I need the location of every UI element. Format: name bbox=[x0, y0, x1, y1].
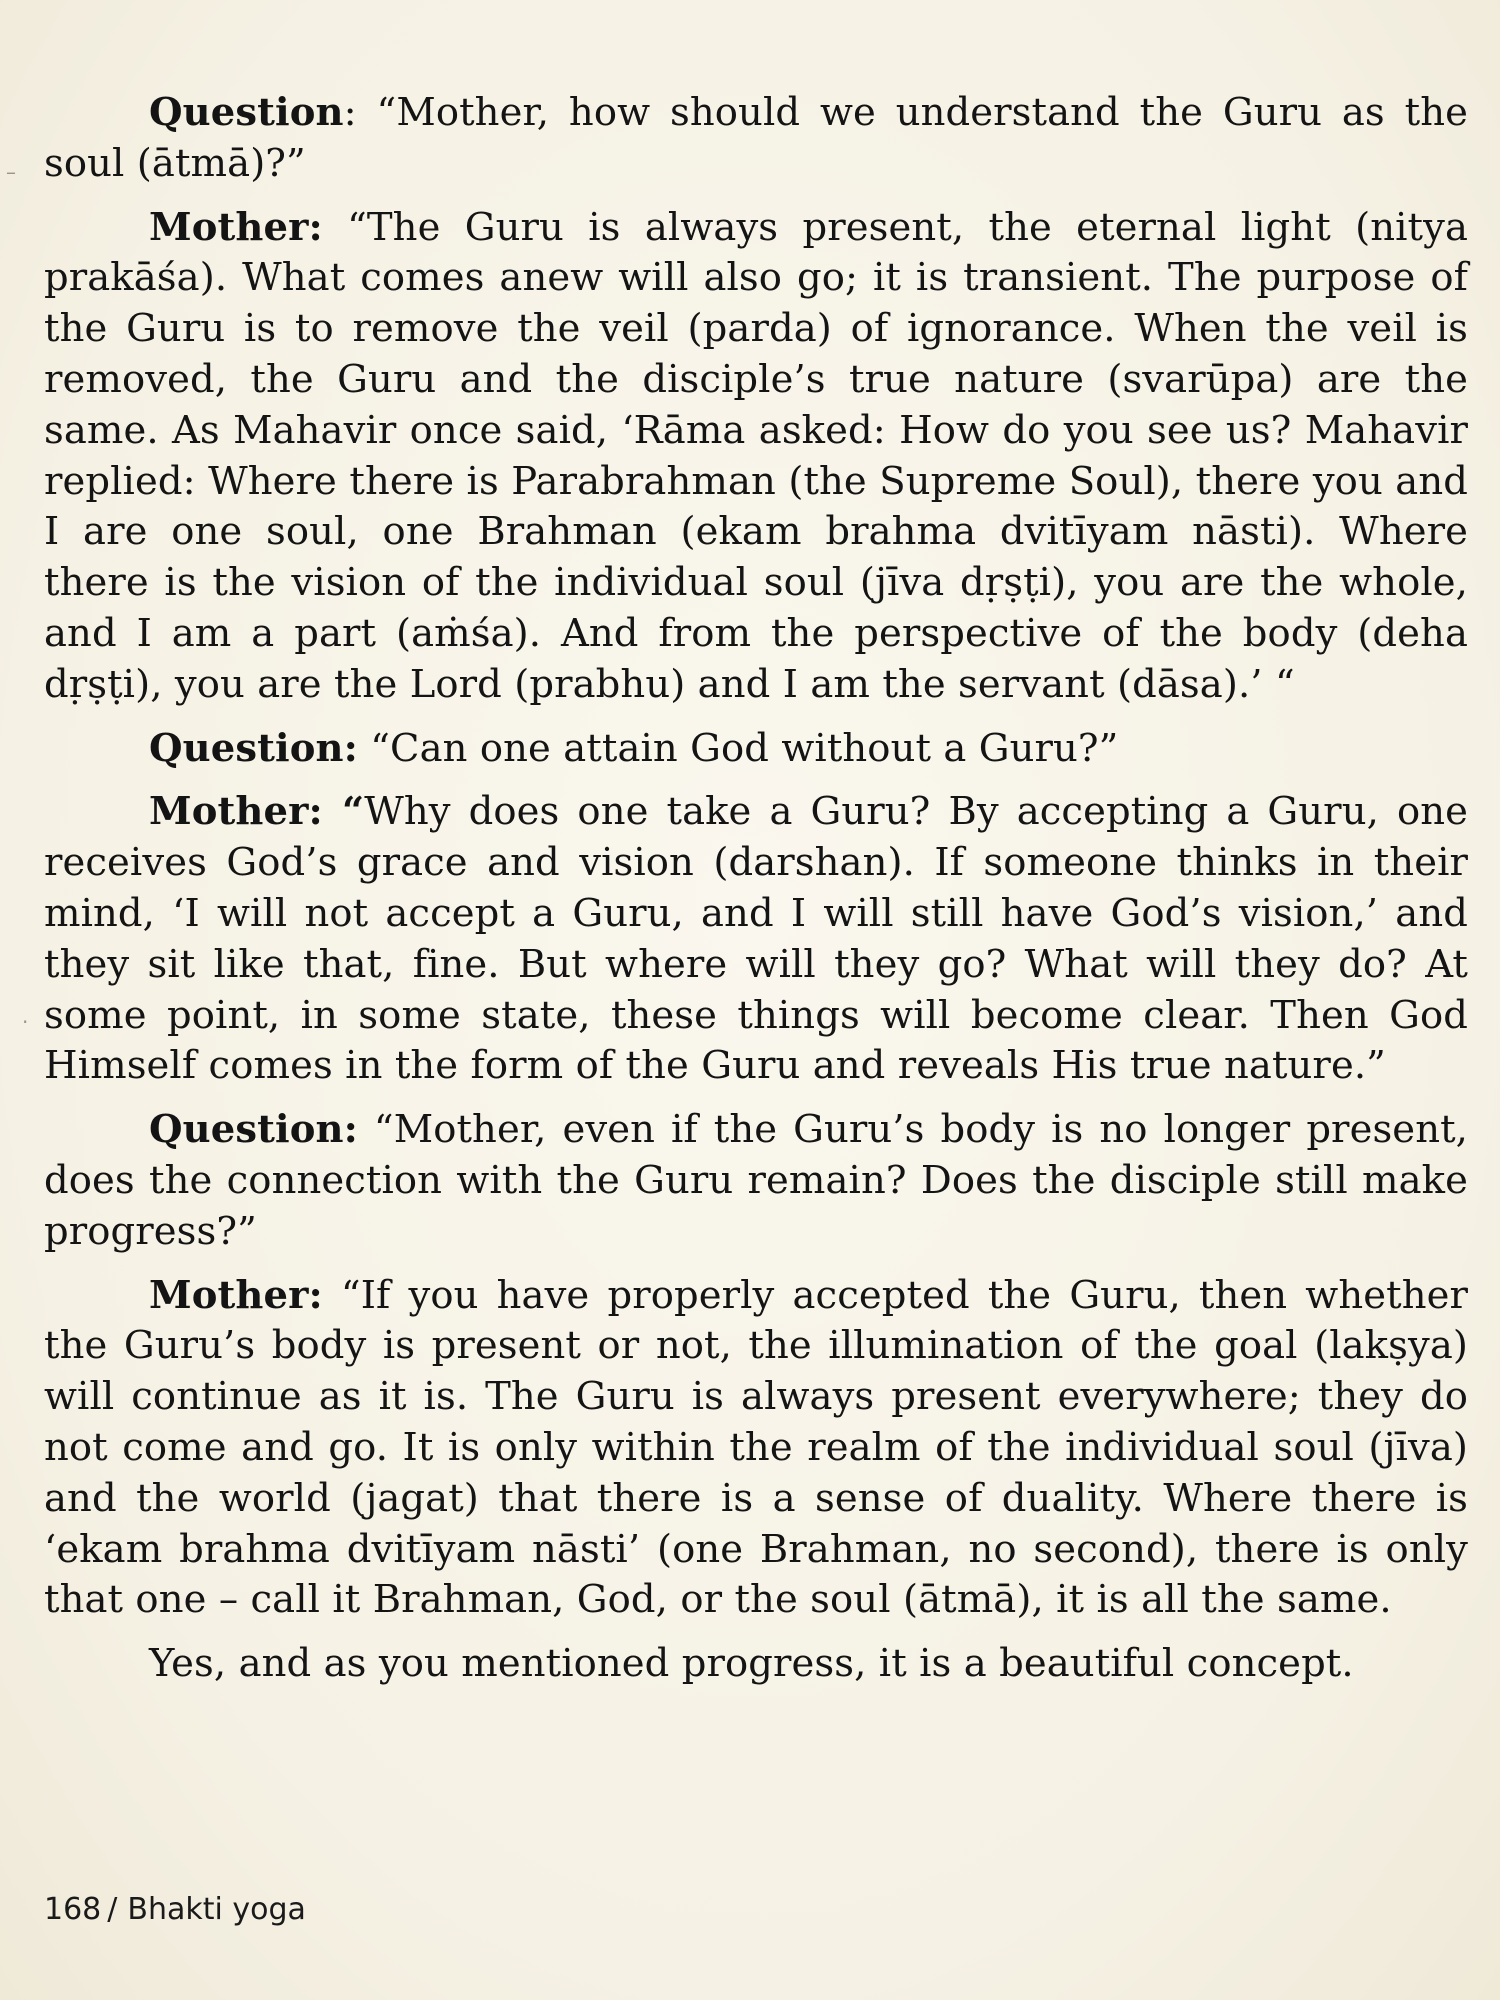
scan-edge-mark: – bbox=[6, 160, 16, 184]
paragraph-question-2 bbox=[44, 724, 1468, 775]
paragraph-answer-3 bbox=[44, 1271, 1468, 1627]
paragraph-text: “Mother, how should we understand the Guru as the soul (ātmā)?” bbox=[44, 90, 1468, 186]
scan-edge-mark: · bbox=[22, 1010, 29, 1034]
paragraph-text: Why does one take a Guru? By accepting a Guru, one receives God’s grace and vision (darshan). If someone thinks in their mind, ‘I will not accept a Guru, and I will still have God’s vision,’ and they sit like that, fine. But where will they go? What will they do? At some point, in some state, these things will become clear. Then God Himself comes in the form of the Guru and reveals His true nature.” bbox=[44, 789, 1469, 1089]
footer-separator: / bbox=[107, 1892, 118, 1927]
paragraph-question-1 bbox=[44, 88, 1468, 190]
paragraph-continuation bbox=[44, 1639, 1468, 1690]
page-number: 168 bbox=[44, 1892, 102, 1927]
paragraph-text: “Can one attain God without a Guru?” bbox=[370, 725, 1119, 771]
speaker-label: Question: bbox=[149, 1107, 358, 1153]
paragraph-answer-2 bbox=[44, 787, 1468, 1092]
paragraph-text: “The Guru is always present, the eternal light (nitya prakāśa). What comes anew will also go; it is transient. The purpose of the Guru is to remove the veil (parda) of ignorance. When the veil is removed, the Guru and the disciple’s true nature (svarūpa) are the same. As Mahavir once said, ‘Rāma asked: How do you see us? Mahavir replied: Where there is Parabrahman (the Supreme Soul), there you and I are one soul, one Brahman (ekam brahma dvitīyam nāsti). Where there is the vision of the individual soul (jīva dṛṣṭi), you are the whole, and I am a part (aṁśa). And from the perspective of the body (deha dṛṣṭi), you are the Lord (prabhu) and I am the servant (dāsa).’ “ bbox=[44, 204, 1468, 707]
speaker-label: Mother: bbox=[149, 1272, 323, 1318]
speaker-label: Mother: bbox=[149, 204, 323, 250]
body-text bbox=[44, 88, 1468, 1703]
speaker-label: Mother: “ bbox=[149, 789, 365, 835]
paragraph-question-3 bbox=[44, 1105, 1468, 1257]
paragraph-text: “If you have properly accepted the Guru, then whether the Guru’s body is present or not, the illumination of the goal (lakṣya) will continue as it is. The Guru is always present everywhere; they do not come and go. It is only within the realm of the individual soul (jīva) and the world (jagat) that there is a sense of duality. Where there is ‘ekam brahma dvitīyam nāsti’ (one Brahman, no second), there is only that one – call it Brahman, God, or the soul (ātmā), it is all the same. bbox=[44, 1272, 1469, 1623]
paragraph-answer-1 bbox=[44, 203, 1468, 711]
speaker-colon bbox=[323, 205, 347, 250]
speaker-colon bbox=[323, 1273, 341, 1318]
speaker-colon: : bbox=[343, 90, 377, 135]
speaker-colon bbox=[358, 726, 370, 771]
speaker-label: Question: bbox=[149, 725, 358, 771]
speaker-colon bbox=[358, 1107, 374, 1152]
paragraph-text: Yes, and as you mentioned progress, it is a beautiful concept. bbox=[149, 1641, 1354, 1687]
speaker-label: Question bbox=[149, 90, 344, 135]
book-title: Bhakti yoga bbox=[127, 1892, 306, 1927]
paragraph-text: “Mother, even if the Guru’s body is no longer present, does the connection with the Guru remain? Does the disciple still make progress?” bbox=[44, 1107, 1468, 1254]
page-footer bbox=[44, 1892, 306, 1927]
